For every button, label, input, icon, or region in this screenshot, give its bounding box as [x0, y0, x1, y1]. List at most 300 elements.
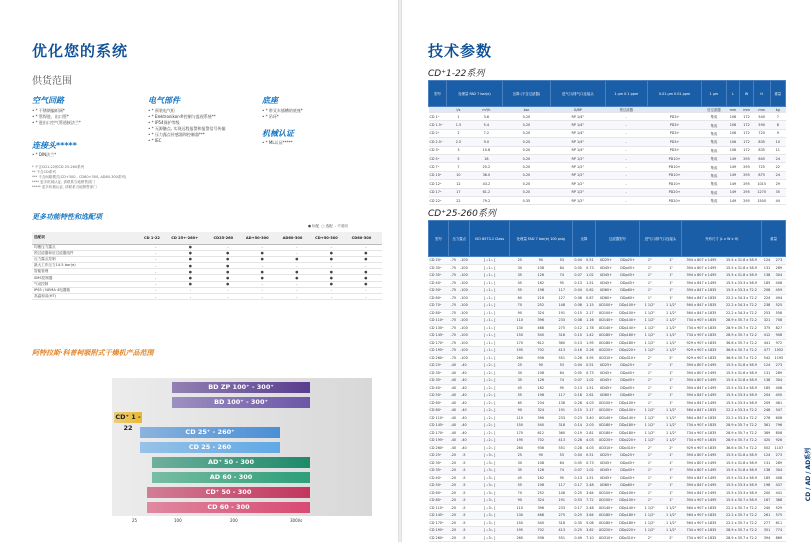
table-cell: -5: [458, 527, 470, 535]
table-cell: 预过滤器和后过滤器组件: [32, 250, 142, 256]
table-cell: [ -:2:- ]: [470, 377, 509, 385]
table-cell: -: [313, 244, 349, 250]
options-col-header: CD+50-300: [313, 232, 349, 244]
table-cell: 1": [660, 482, 681, 490]
table-cell: -70: [450, 348, 457, 353]
table-cell: UD180+: [596, 519, 616, 527]
table-cell: 1": [639, 452, 660, 460]
table-cell: 564 x 847 x 1835: [682, 294, 721, 302]
table-cell: [ -:3:- ]: [470, 459, 509, 467]
t1-th-f2: 0.01 μm 0.01 ppm: [647, 81, 701, 107]
table-cell: ●: [244, 269, 281, 275]
table-cell: ●: [313, 269, 349, 275]
table-cell: 394 x 807 x 1495: [682, 257, 721, 265]
table-cell: 1 1/2": [660, 429, 681, 437]
table-cell: 集成: [702, 180, 727, 188]
table-cell: CD 30⁺: [429, 369, 449, 377]
table-cell: CD 25⁺: [429, 257, 449, 265]
table-cell: -40: [450, 438, 457, 443]
table-cell: 929 x 907 x 1835: [682, 339, 721, 347]
table-cell: 936: [530, 444, 551, 452]
table-cell: 394 x 847 x 1495: [682, 399, 721, 407]
table-cell: -70: [450, 258, 457, 263]
table-cell: 1.51: [584, 279, 596, 287]
table-cell: 295: [740, 196, 754, 204]
table-cell: UD45+: [596, 384, 616, 392]
table-cell: PD3+: [647, 146, 701, 154]
table-cell: 1 1/2": [639, 347, 660, 355]
table-cell: CD 110⁺: [429, 414, 449, 422]
table-cell: 22: [447, 196, 471, 204]
table-cell: 150: [509, 422, 530, 430]
units-cell: bar: [502, 107, 550, 113]
table-cell: 44: [770, 196, 785, 204]
table-cell: 540: [530, 332, 551, 340]
table-cell: -100: [458, 309, 470, 317]
table-cell: UD60+: [596, 287, 616, 295]
table-cell: -100: [458, 302, 470, 310]
table-cell: 1 1/2": [660, 504, 681, 512]
table-cell: -40: [458, 407, 470, 415]
table-cell: -20: [450, 528, 457, 533]
table-cell: 1": [639, 257, 660, 265]
table-cell: -: [281, 244, 314, 250]
table-cell: -: [605, 180, 647, 188]
table-cell: DDp180+: [616, 512, 639, 520]
table-cell: CD 12⁺: [429, 180, 447, 188]
right-sidebar: [788, 0, 812, 542]
table-cell: 22.2 x 34.3 x 72.2: [721, 294, 762, 302]
table-cell: 1 1/2": [660, 527, 681, 535]
table-cell: 0.20: [502, 113, 550, 121]
table-cell: 540: [753, 113, 770, 121]
legend-na: - 不适用: [334, 224, 348, 228]
table-cell: 929 x 907 x 1835: [682, 347, 721, 355]
table-cell: 0.18: [572, 392, 584, 400]
t1-th-conn: 进气口/排气口连接头: [550, 81, 605, 107]
list-item: • * 不锈钢编织网*: [32, 108, 81, 114]
table-cell: 441: [763, 340, 771, 345]
table-cell: 138: [763, 273, 771, 278]
table-cell: -40: [450, 385, 457, 390]
left-sidebar: [0, 0, 12, 542]
table-cell: DDp25+: [616, 257, 639, 265]
table-cell: ●: [212, 269, 244, 275]
footnote: *** 不含间歇模式(CD+300 - CD60+300, AD60-300系列): [32, 175, 127, 179]
table-cell: 564 x 847 x 1835: [682, 309, 721, 317]
specs-title: 技术参数: [428, 42, 493, 60]
table-cell: 2": [639, 534, 660, 542]
table-cell: CD 25⁺: [429, 362, 449, 370]
range-bar-label: AD⁺ 50 - 300: [208, 458, 254, 466]
t2-th-dim: 外形尺寸 (L x W x H): [682, 221, 762, 257]
table-cell: DDp180+: [616, 429, 639, 437]
table-cell: 253: [763, 310, 771, 315]
table-cell: CD 60⁺: [429, 489, 449, 497]
table-cell: 2": [660, 354, 681, 362]
table-cell: 25: [509, 452, 530, 460]
list-item: • * 带叉车插槽的底座*: [262, 108, 303, 114]
table-cell: 35: [509, 467, 530, 475]
range-bar-label: CD 60 - 300: [207, 503, 250, 511]
table-cell: DDp100+: [616, 489, 639, 497]
table-cell: DDp100+: [616, 302, 639, 310]
table-cell: 289: [772, 369, 785, 377]
table-cell: CD 22⁺: [429, 196, 447, 204]
table-cell: -40: [450, 363, 457, 368]
table-cell: CD 260⁺: [429, 354, 449, 362]
table-cell: ●: [350, 275, 382, 281]
table-cell: -5: [458, 474, 470, 482]
table-cell: IP65 / NEMA 4电器箱: [32, 287, 142, 293]
table-cell: 55: [509, 287, 530, 295]
table-cell: 972: [772, 339, 785, 347]
table-cell: 547: [772, 407, 785, 415]
table-cell: DDp220+: [616, 527, 639, 535]
table-cell: UD45+: [596, 369, 616, 377]
footnote: **** 更多机械认证, 请联系当地销售部门: [32, 180, 95, 184]
table-cell: 压力露点控制: [32, 256, 142, 262]
table-cell: 412: [763, 333, 771, 338]
table-cell: 43.2: [470, 180, 502, 188]
table-cell: 172: [740, 146, 754, 154]
table-cell: 1 1/2": [639, 504, 660, 512]
table-cell: 304: [772, 377, 785, 385]
table-cell: UD60+: [596, 294, 616, 302]
table-cell: DDp180+: [616, 339, 639, 347]
table-cell: 0.04: [572, 452, 584, 460]
table-cell: 725: [753, 163, 770, 171]
table-cell: ●: [350, 269, 382, 275]
list-item: • * IEC: [148, 138, 225, 144]
table-row: [429, 527, 786, 535]
table-cell: 集成: [702, 146, 727, 154]
table-cell: -: [313, 287, 349, 293]
table-cell: -20: [450, 520, 457, 525]
table-cell: 1": [660, 294, 681, 302]
table-cell: ●: [212, 263, 244, 269]
table-cell: 360: [551, 339, 572, 347]
table-cell: -100: [458, 324, 470, 332]
table-cell: 408: [772, 279, 785, 287]
table-cell: 1052: [772, 347, 785, 355]
table-cell: CD 145⁺: [429, 422, 449, 430]
table-cell: 9.0: [470, 138, 502, 146]
table-cell: DDp100+: [616, 407, 639, 415]
table-cell: -: [605, 113, 647, 121]
table-cell: CD 130⁺: [429, 324, 449, 332]
table-cell: 564 x 907 x 1835: [682, 504, 721, 512]
table-cell: ●: [350, 281, 382, 287]
table-cell: ●: [244, 250, 281, 256]
table-cell: ●: [212, 275, 244, 281]
table-cell: ●: [350, 250, 382, 256]
table-cell: 2.17: [584, 407, 596, 415]
table-cell: DDp60+: [616, 287, 639, 295]
range-bar: [147, 502, 310, 513]
table-cell: UD310+: [596, 444, 616, 452]
table-cell: 413: [551, 347, 572, 355]
table-row: [429, 422, 786, 430]
table-cell: -40: [458, 414, 470, 422]
table-cell: 295: [740, 154, 754, 162]
table-cell: 368: [772, 497, 785, 505]
table-cell: 0.20: [502, 154, 550, 162]
table-cell: 796: [772, 422, 785, 430]
table-cell: 15.5 x 33.3 x 58.9: [721, 489, 762, 497]
table-cell: 1 1/2": [660, 332, 681, 340]
table-cell: 1": [660, 474, 681, 482]
table-cell: 106: [726, 113, 740, 121]
table-cell: 15.5 x 31.8 x 58.9: [721, 459, 762, 467]
t2-th-model: 型号: [429, 221, 449, 257]
table-cell: CD 40⁺: [429, 384, 449, 392]
table-cell: 185: [763, 475, 771, 480]
list-item: • * DIN法兰*: [32, 152, 56, 158]
table-cell: RP 1/2": [550, 196, 605, 204]
table-cell: -20: [450, 490, 457, 495]
right-page: [414, 0, 812, 542]
table-cell: 1": [660, 452, 681, 460]
table-cell: -20: [450, 483, 457, 488]
table-cell: 827: [772, 324, 785, 332]
table-cell: 1": [639, 362, 660, 370]
table-cell: 396: [530, 317, 551, 325]
table-cell: 1195: [772, 354, 785, 362]
table-cell: -: [350, 263, 382, 269]
table-cell: -20: [450, 460, 457, 465]
table-cell: 53: [551, 257, 572, 265]
table-cell: 564 x 907 x 1835: [682, 512, 721, 520]
table-cell: -: [313, 263, 349, 269]
table-cell: 气动控制: [32, 281, 142, 287]
table-cell: 138: [551, 399, 572, 407]
units-cell: m³/h: [470, 107, 502, 113]
table-cell: DDp45+: [616, 369, 639, 377]
units-cell: 后过滤器: [702, 107, 727, 113]
table-cell: 45: [509, 384, 530, 392]
table-cell: UD220+: [596, 527, 616, 535]
table-cell: 124: [763, 258, 771, 263]
table-cell: UD100+: [596, 489, 616, 497]
table-cell: [ -:2:- ]: [470, 384, 509, 392]
table-cell: CD 80⁺: [429, 407, 449, 415]
table-cell: PD10+: [647, 180, 701, 188]
table-cell: 408: [772, 474, 785, 482]
table-cell: 295: [740, 188, 754, 196]
table-cell: -: [142, 250, 169, 256]
t2-header-row: [429, 221, 786, 257]
table-cell: CD 25⁺: [429, 452, 449, 460]
table-cell: 195: [509, 347, 530, 355]
table-cell: 0.20: [502, 171, 550, 179]
table-cell: [ -:2:- ]: [470, 414, 509, 422]
table-cell: -: [605, 129, 647, 137]
table-row: [429, 146, 786, 154]
table-cell: 2.26: [584, 347, 596, 355]
table-cell: -: [281, 287, 314, 293]
table-cell: DDp25+: [616, 362, 639, 370]
table-cell: 208: [763, 288, 771, 293]
table-cell: 1.51: [584, 474, 596, 482]
range-bar-label: CD⁺ 50 - 300: [205, 488, 252, 496]
table-cell: -70: [450, 280, 457, 285]
table-cell: -: [142, 281, 169, 287]
table-cell: 394 x 807 x 1495: [682, 377, 721, 385]
table-cell: 324: [530, 309, 551, 317]
table-cell: 7: [447, 163, 471, 171]
table-cell: 130: [509, 324, 530, 332]
table-cell: 1": [639, 264, 660, 272]
table-cell: 126: [530, 467, 551, 475]
table-cell: 0.13: [572, 339, 584, 347]
table-cell: -70: [450, 265, 457, 270]
cd-large-table: [428, 220, 786, 542]
table-cell: 1 1/2": [639, 302, 660, 310]
table-cell: 149: [726, 196, 740, 204]
table-cell: 1": [639, 467, 660, 475]
supply-scope-subtitle: 供货范围: [32, 76, 72, 87]
table-cell: 191: [551, 309, 572, 317]
table-cell: 0.05: [572, 459, 584, 467]
table-cell: [ -:1:- ]: [470, 264, 509, 272]
left-page: [18, 0, 390, 542]
table-cell: 15.5 x 33.3 x 58.9: [721, 399, 762, 407]
options-col-header: CD60-300: [350, 232, 382, 244]
options-col-header: CD 1-22: [142, 232, 169, 244]
table-row: [429, 534, 786, 542]
table-cell: 702: [530, 347, 551, 355]
table-row: [429, 129, 786, 137]
table-cell: UD100+: [596, 399, 616, 407]
table-cell: 1 1/2": [639, 414, 660, 422]
table-row: [429, 188, 786, 196]
table-cell: CD 60⁺: [429, 294, 449, 302]
table-cell: 28.9 x 35.7 x 72.2: [721, 527, 762, 535]
table-row: [429, 302, 786, 310]
table-row: [429, 264, 786, 272]
table-cell: 64: [551, 264, 572, 272]
table-cell: 611: [772, 519, 785, 527]
table-cell: -70: [450, 340, 457, 345]
t1-th-fad: 处理量 FAD 7 bar(e): [447, 81, 503, 107]
table-cell: DDp100+: [616, 399, 639, 407]
table-cell: 1": [660, 392, 681, 400]
table-cell: RP 1/4": [550, 121, 605, 129]
table-cell: 3.40: [584, 414, 596, 422]
table-cell: 240: [763, 505, 771, 510]
table-cell: 高温和双(HT): [32, 294, 142, 300]
table-cell: 191: [551, 497, 572, 505]
table-cell: 0.07: [572, 377, 584, 385]
table-cell: 0.73: [584, 459, 596, 467]
table-cell: 15.5 x 33.3 x 58.9: [721, 384, 762, 392]
table-cell: 734 x 907 x 1835: [682, 324, 721, 332]
table-cell: -: [350, 294, 382, 300]
table-cell: 117: [551, 392, 572, 400]
table-cell: ●: [244, 275, 281, 281]
table-cell: 1.02: [584, 467, 596, 475]
table-cell: [ -:3:- ]: [470, 534, 509, 542]
table-cell: CD 50⁺: [429, 287, 449, 295]
table-cell: 149: [726, 163, 740, 171]
table-cell: CD 1⁺: [429, 113, 447, 121]
table-cell: 30: [509, 459, 530, 467]
table-cell: 1: [447, 113, 471, 121]
table-cell: -5: [458, 467, 470, 475]
table-cell: [ -:2:- ]: [470, 444, 509, 452]
table-cell: 149: [726, 180, 740, 188]
table-cell: -5: [458, 489, 470, 497]
table-cell: 3.62: [584, 527, 596, 535]
table-cell: 869: [772, 534, 785, 542]
table-cell: 10: [447, 171, 471, 179]
table-cell: [ -:3:- ]: [470, 504, 509, 512]
table-cell: 529: [772, 504, 785, 512]
table-cell: CD 10⁺: [429, 171, 447, 179]
table-cell: -20: [450, 498, 457, 503]
table-cell: 929 x 907 x 1835: [682, 354, 721, 362]
table-row: [429, 377, 786, 385]
table-cell: 17: [447, 188, 471, 196]
table-cell: 0.51: [584, 452, 596, 460]
table-cell: 575: [772, 512, 785, 520]
table-cell: ●: [169, 275, 211, 281]
table-cell: UD140+: [596, 504, 616, 512]
table-row: [429, 504, 786, 512]
table-cell: 273: [772, 257, 785, 265]
footnote: * 不含CD1-22和CD 25-260系列: [32, 165, 85, 169]
table-cell: 0.08: [572, 317, 584, 325]
table-cell: -: [281, 294, 314, 300]
table-cell: 551: [551, 354, 572, 362]
table-cell: 1": [639, 377, 660, 385]
table-cell: PD3+: [647, 121, 701, 129]
table-cell: UD140+: [596, 324, 616, 332]
table-cell: -5: [458, 459, 470, 467]
table-cell: 2": [639, 354, 660, 362]
table-cell: -20: [450, 513, 457, 518]
table-cell: 1.78: [584, 324, 596, 332]
table-cell: -: [605, 121, 647, 129]
table-cell: -70: [450, 303, 457, 308]
table-cell: -: [605, 146, 647, 154]
table-cell: 集成: [702, 188, 727, 196]
table-cell: 198: [530, 482, 551, 490]
table-cell: ●: [313, 275, 349, 281]
table-cell: 1": [639, 489, 660, 497]
table-cell: DDp60+: [616, 392, 639, 400]
table-cell: 1107: [772, 444, 785, 452]
table-cell: 172: [740, 121, 754, 129]
table-cell: 35: [509, 377, 530, 385]
t1-th-pd: 压降 (不含过滤器): [502, 81, 550, 107]
table-cell: CD 170⁺: [429, 429, 449, 437]
table-cell: 95: [551, 384, 572, 392]
table-cell: CD 170⁺: [429, 519, 449, 527]
table-cell: [ -:2:- ]: [470, 437, 509, 445]
table-row: [429, 171, 786, 179]
table-cell: PD20+: [647, 196, 701, 204]
table-cell: 90: [530, 452, 551, 460]
table-cell: ●: [169, 250, 211, 256]
table-cell: DDp310+: [616, 354, 639, 362]
table-cell: -40: [450, 415, 457, 420]
table-cell: -: [350, 244, 382, 250]
table-cell: 273: [772, 362, 785, 370]
table-cell: -40: [458, 369, 470, 377]
table-cell: 5: [447, 154, 471, 162]
